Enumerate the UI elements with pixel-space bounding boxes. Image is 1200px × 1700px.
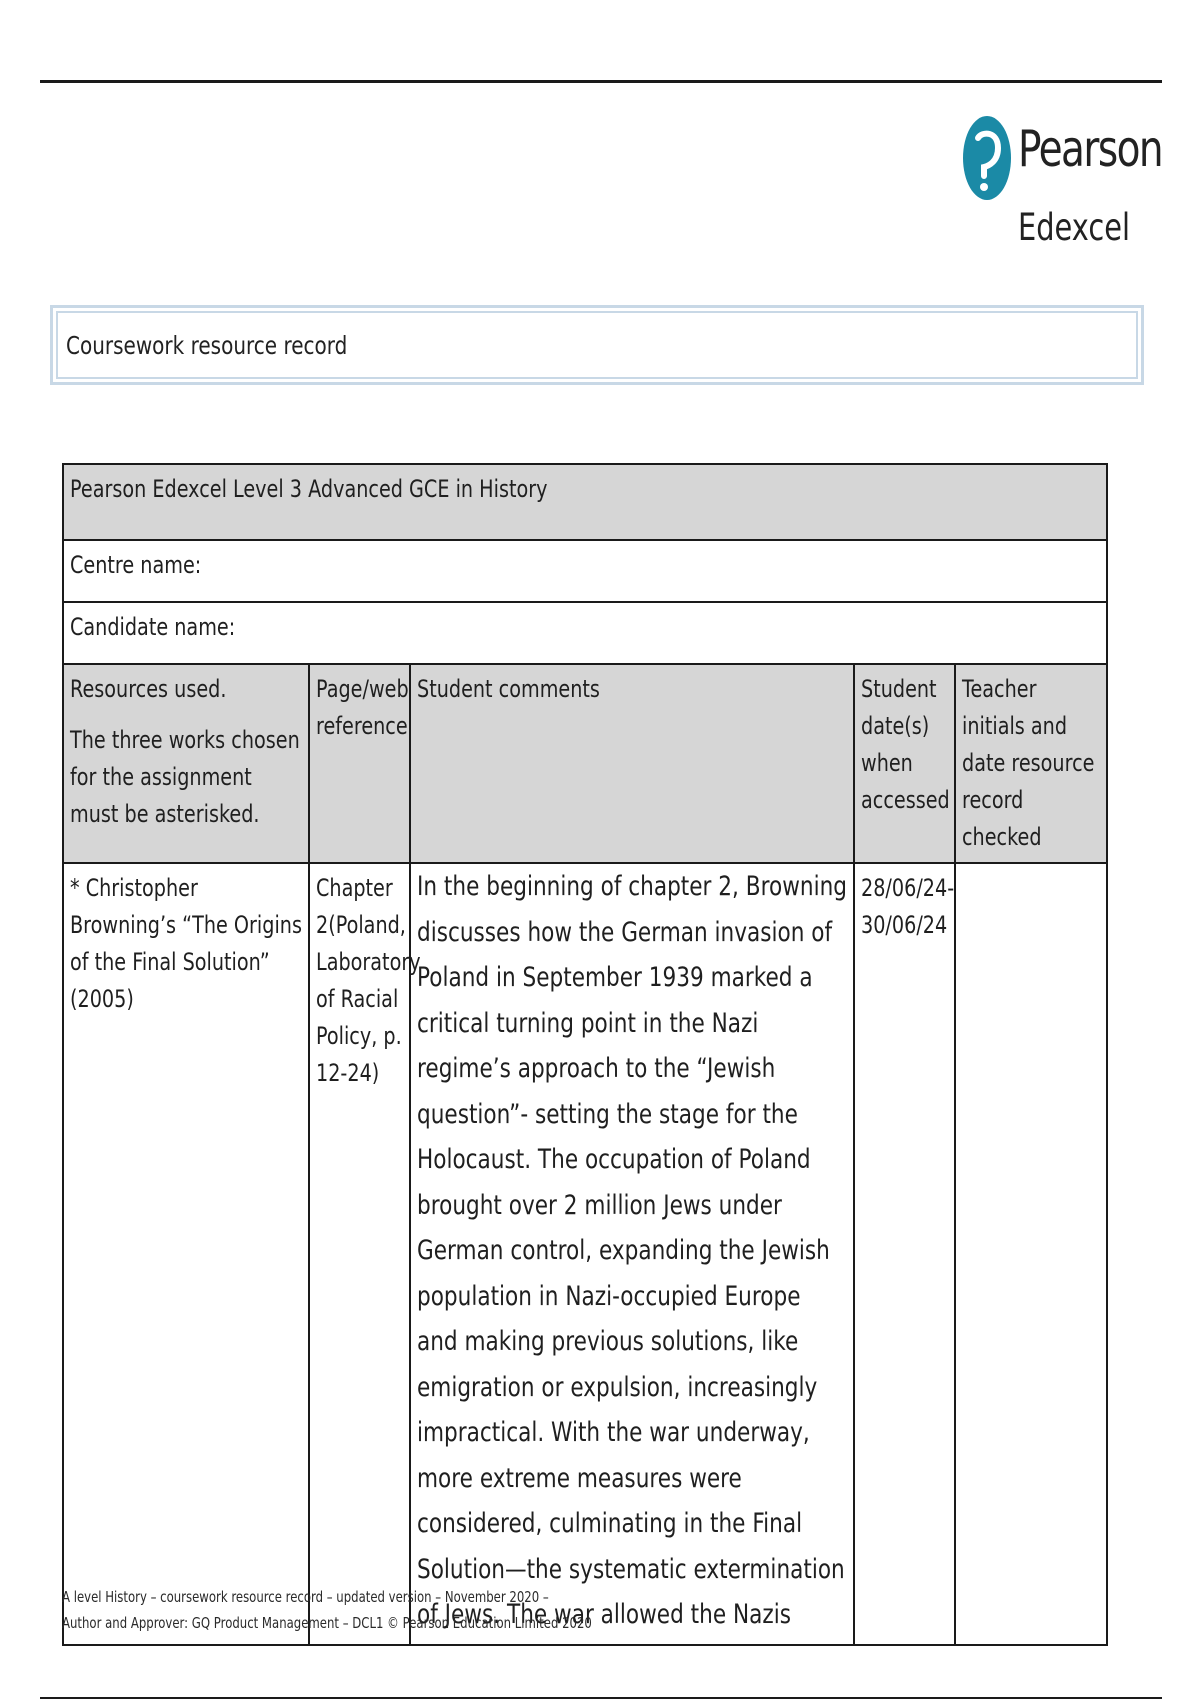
resource-cell[interactable] <box>63 863 309 1645</box>
qualification-row <box>63 464 1107 540</box>
candidate-name-label: Candidate name: <box>70 613 236 641</box>
page-ref-text: Chapter 2(Poland, Laboratory of Racial Policy, p. 12-24) <box>316 874 421 1087</box>
header-teacher <box>955 664 1107 863</box>
logo-sub-text: Edexcel <box>1018 206 1131 249</box>
header-resources-note: The three works chosen for the assignment must be asterisked. <box>70 726 300 828</box>
top-rule <box>40 80 1162 83</box>
teacher-cell[interactable] <box>955 863 1107 1645</box>
header-dates-text: Student date(s) when accessed <box>861 675 950 814</box>
candidate-name-field[interactable] <box>63 602 1107 664</box>
column-header-row <box>63 664 1107 863</box>
header-resources-heading: Resources used. <box>70 675 227 703</box>
dates-text: 28/06/24-30/06/24 <box>861 874 955 939</box>
page-footer <box>62 1584 741 1636</box>
header-teacher-text: Teacher initials and date resource record checked <box>962 675 1095 851</box>
logo-brand-text: Pearson <box>1018 120 1163 178</box>
centre-name-row <box>63 540 1107 602</box>
footer-line-2: Author and Approver: GQ Product Management – DCL1 © Pearson Education Limited 2020 <box>62 1614 592 1632</box>
candidate-name-row <box>63 602 1107 664</box>
table-row <box>63 863 1107 1645</box>
bottom-rule <box>40 1697 1162 1699</box>
footer-line-1: A level History – coursework resource record – updated version – November 2020 – <box>62 1588 549 1606</box>
centre-name-field[interactable] <box>63 540 1107 602</box>
pearson-logo-icon <box>962 114 1012 204</box>
centre-name-label: Centre name: <box>70 551 202 579</box>
header-resources <box>63 664 309 863</box>
qualification-cell <box>63 464 1107 540</box>
qualification-text: Pearson Edexcel Level 3 Advanced GCE in History <box>70 475 548 503</box>
dates-cell[interactable] <box>854 863 955 1645</box>
header-page-ref <box>309 664 410 863</box>
header-page-ref-text: Page/web reference <box>316 675 409 740</box>
comment-text: In the beginning of chapter 2, Browning discusses how the German invasion of Poland in September 1939 marked a critical turning point in the Nazi regime’s approach to the “Jewish question”- setting the stage for the Holocaust. The occupation of Poland brought over 2 million Jews under German control, expanding the Jewish population in Nazi-occupied Europe and making previous solutions, like emigration or expulsion, increasingly impractical. With the war underway, more extreme measures were considered, culminating in the Final Solution—the systematic extermination of Jews. The war allowed the Nazis <box>417 871 847 1630</box>
document-title: Coursework resource record <box>66 330 348 360</box>
page-ref-cell[interactable] <box>309 863 421 1645</box>
header-comments-text: Student comments <box>417 675 600 703</box>
resource-text: * Christopher Browning’s “The Origins of the Final Solution” (2005) <box>70 874 302 1013</box>
comment-cell[interactable] <box>410 863 854 1645</box>
document-title-box <box>50 305 1144 385</box>
header-dates <box>854 664 955 863</box>
resource-record-table <box>62 463 1108 1646</box>
header-comments <box>410 664 854 863</box>
pearson-edexcel-logo <box>962 112 1163 252</box>
